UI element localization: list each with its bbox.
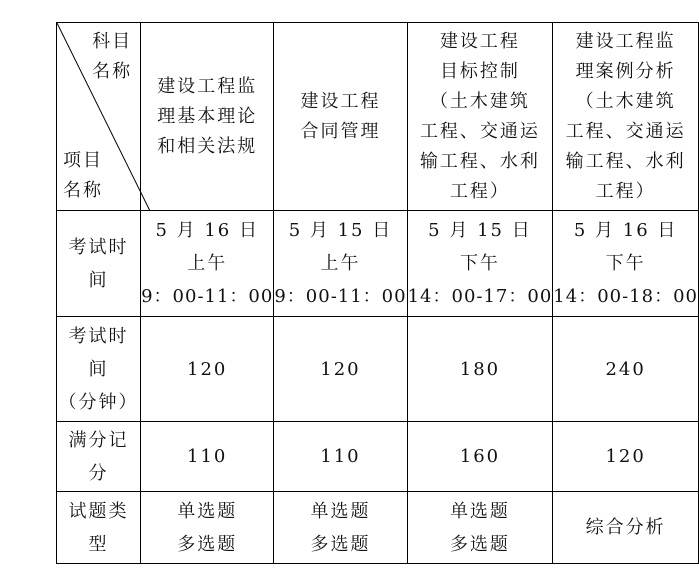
- exam-hours: 14：00-18：00: [553, 286, 698, 307]
- question-type-line: 多选题: [449, 533, 510, 555]
- exam-date: 5 月 15 日: [428, 220, 532, 241]
- row-label-line: 考试时: [68, 236, 129, 258]
- subject-header-2: [274, 23, 407, 211]
- subject-line: 建设工程: [300, 90, 381, 112]
- question-type-line: 单选题: [449, 500, 510, 522]
- question-type-line: 多选题: [310, 533, 371, 555]
- question-type-cell: [553, 492, 699, 564]
- row-label-line: 型: [88, 533, 109, 555]
- exam-date: 5 月 16 日: [573, 220, 678, 241]
- exam-time-cell: [141, 211, 274, 317]
- exam-hours: 9：00-11：00: [141, 286, 274, 307]
- subject-line: 理案例分析: [575, 60, 676, 82]
- subject-line: 合同管理: [300, 120, 381, 142]
- corner-bottom-line: 名称: [63, 180, 103, 201]
- row-label-line: 满分记: [68, 429, 129, 451]
- corner-item-label: [63, 146, 103, 206]
- duration-label: [57, 317, 141, 422]
- exam-session: 下午: [459, 253, 500, 274]
- subject-line: 和相关法规: [157, 135, 258, 157]
- duration-row: [57, 317, 699, 422]
- exam-time-row: [57, 211, 699, 317]
- subject-line: 输工程、水利: [565, 150, 686, 172]
- subject-line: 建设工程监: [575, 30, 676, 52]
- subject-line: 工程、交通运: [565, 120, 686, 142]
- subject-header-1: [141, 23, 274, 211]
- subject-header-4: [553, 23, 699, 211]
- header-row: [57, 23, 699, 211]
- exam-session: 上午: [187, 253, 228, 274]
- question-type-row: [57, 492, 699, 564]
- question-type-line: 综合分析: [585, 517, 666, 538]
- subject-line: 工程）: [449, 180, 510, 202]
- duration-value: 240: [553, 317, 699, 422]
- row-label-line: 间: [88, 269, 109, 291]
- question-type-cell: [141, 492, 274, 564]
- row-label-line: 分: [88, 462, 109, 484]
- row-label-line: 考试时: [68, 325, 129, 347]
- row-label-line: （分钟）: [58, 391, 139, 413]
- question-type-line: 多选题: [177, 533, 238, 555]
- row-label-line: 间: [88, 358, 109, 380]
- full-score-value: 110: [141, 422, 274, 492]
- exam-session: 下午: [605, 253, 646, 274]
- subject-line: 工程、交通运: [419, 120, 540, 142]
- exam-time-cell: [407, 211, 553, 317]
- question-type-line: 单选题: [177, 500, 238, 522]
- duration-value: 120: [141, 317, 274, 422]
- corner-bottom-line: 项目: [63, 150, 103, 171]
- exam-session: 上午: [320, 253, 361, 274]
- subject-line: （土木建筑: [429, 90, 530, 112]
- corner-subject-label: [92, 27, 132, 87]
- subject-line: 建设工程监: [157, 75, 258, 97]
- subject-line: 理基本理论: [157, 105, 258, 127]
- exam-time-cell: [274, 211, 407, 317]
- exam-schedule-table: [56, 22, 699, 564]
- exam-hours: 14：00-17：00: [407, 286, 553, 307]
- subject-line: 输工程、水利: [419, 150, 540, 172]
- question-type-cell: [407, 492, 553, 564]
- full-score-value: 120: [553, 422, 699, 492]
- duration-value: 120: [274, 317, 407, 422]
- question-type-cell: [274, 492, 407, 564]
- exam-date: 5 月 15 日: [288, 220, 393, 241]
- subject-line: 工程）: [595, 180, 656, 202]
- question-type-line: 单选题: [310, 500, 371, 522]
- full-score-value: 160: [407, 422, 553, 492]
- subject-line: （土木建筑: [575, 90, 676, 112]
- subject-line: 目标控制: [439, 60, 520, 82]
- exam-time-cell: [553, 211, 699, 317]
- corner-header-cell: [57, 23, 141, 211]
- corner-top-line: 名称: [92, 61, 133, 82]
- subject-line: 建设工程: [439, 30, 520, 52]
- full-score-row: [57, 422, 699, 492]
- exam-time-label: [57, 211, 141, 317]
- exam-date: 5 月 16 日: [155, 220, 259, 241]
- full-score-label: [57, 422, 141, 492]
- exam-hours: 9：00-11：00: [274, 286, 407, 307]
- subject-header-3: [407, 23, 553, 211]
- row-label-line: 试题类: [68, 500, 129, 522]
- corner-top-line: 科目: [92, 31, 133, 52]
- duration-value: 180: [407, 317, 553, 422]
- full-score-value: 110: [274, 422, 407, 492]
- question-type-label: [57, 492, 141, 564]
